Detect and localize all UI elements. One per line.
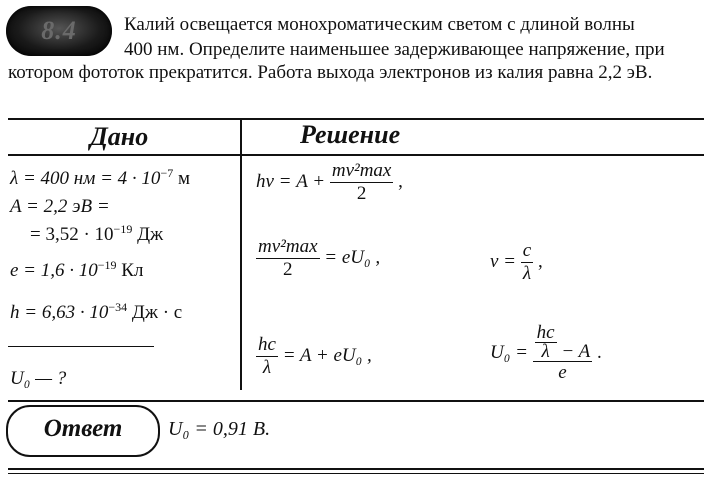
- given-wavelength: λ = 400 нм = $4 \cdot 10^{-7}$ м: [10, 166, 190, 189]
- given-header: Дано: [90, 122, 149, 151]
- given-find: U₀ — ?: [10, 368, 67, 389]
- given-work-function: A = 2,2 эВ =: [10, 196, 110, 217]
- equation-stopping-voltage: U₀ = $\frac{hc}{\lambda}$ − A e .: [490, 322, 602, 383]
- problem-line-2: 400 нм. Определите наименьшее задерживающее напряжение, при: [124, 39, 665, 60]
- table-column-divider: [240, 120, 242, 390]
- problem-line-3: котором фототок прекратится. Работа выхода электронов из калия равна 2,2 эВ.: [8, 62, 653, 83]
- problem-statement: [124, 12, 708, 62]
- answer-label-box: [6, 405, 160, 457]
- problem-number: 8.4: [41, 16, 77, 45]
- given-planck-constant: $h = 6,63 \cdot 10^{-34}$ Дж · с: [10, 300, 183, 323]
- problem-line-1: Калий освещается монохроматическим светом с длиной волны: [124, 14, 635, 35]
- given-work-joules: = $3,52 \cdot 10^{-19}$ Дж: [30, 222, 164, 245]
- answer-label: Ответ: [43, 415, 123, 442]
- bottom-rule: [8, 468, 704, 474]
- given-electron-charge: $e = 1,6 \cdot 10^{-19}$ Кл: [10, 258, 144, 281]
- equation-photon-energy: $\frac{hc}{\lambda}$ = A + eU₀ ,: [258, 334, 372, 378]
- equation-frequency: ν = $\frac{c}{\lambda}$ ,: [490, 240, 543, 284]
- given-find-separator: [8, 346, 154, 347]
- table-header-rule: [8, 154, 704, 156]
- answer-value: U₀ = 0,91 В.: [168, 418, 271, 440]
- equation-kinetic-energy: $\frac{\text{mv²max}}{2}$ = eU₀ ,: [258, 236, 381, 280]
- solution-header: Решение: [300, 120, 401, 149]
- table-bottom-rule: [8, 400, 704, 402]
- equation-einstein: hν = A + $\frac{\text{mv²max}}{2}$ ,: [256, 160, 403, 204]
- problem-number-badge: [6, 6, 112, 56]
